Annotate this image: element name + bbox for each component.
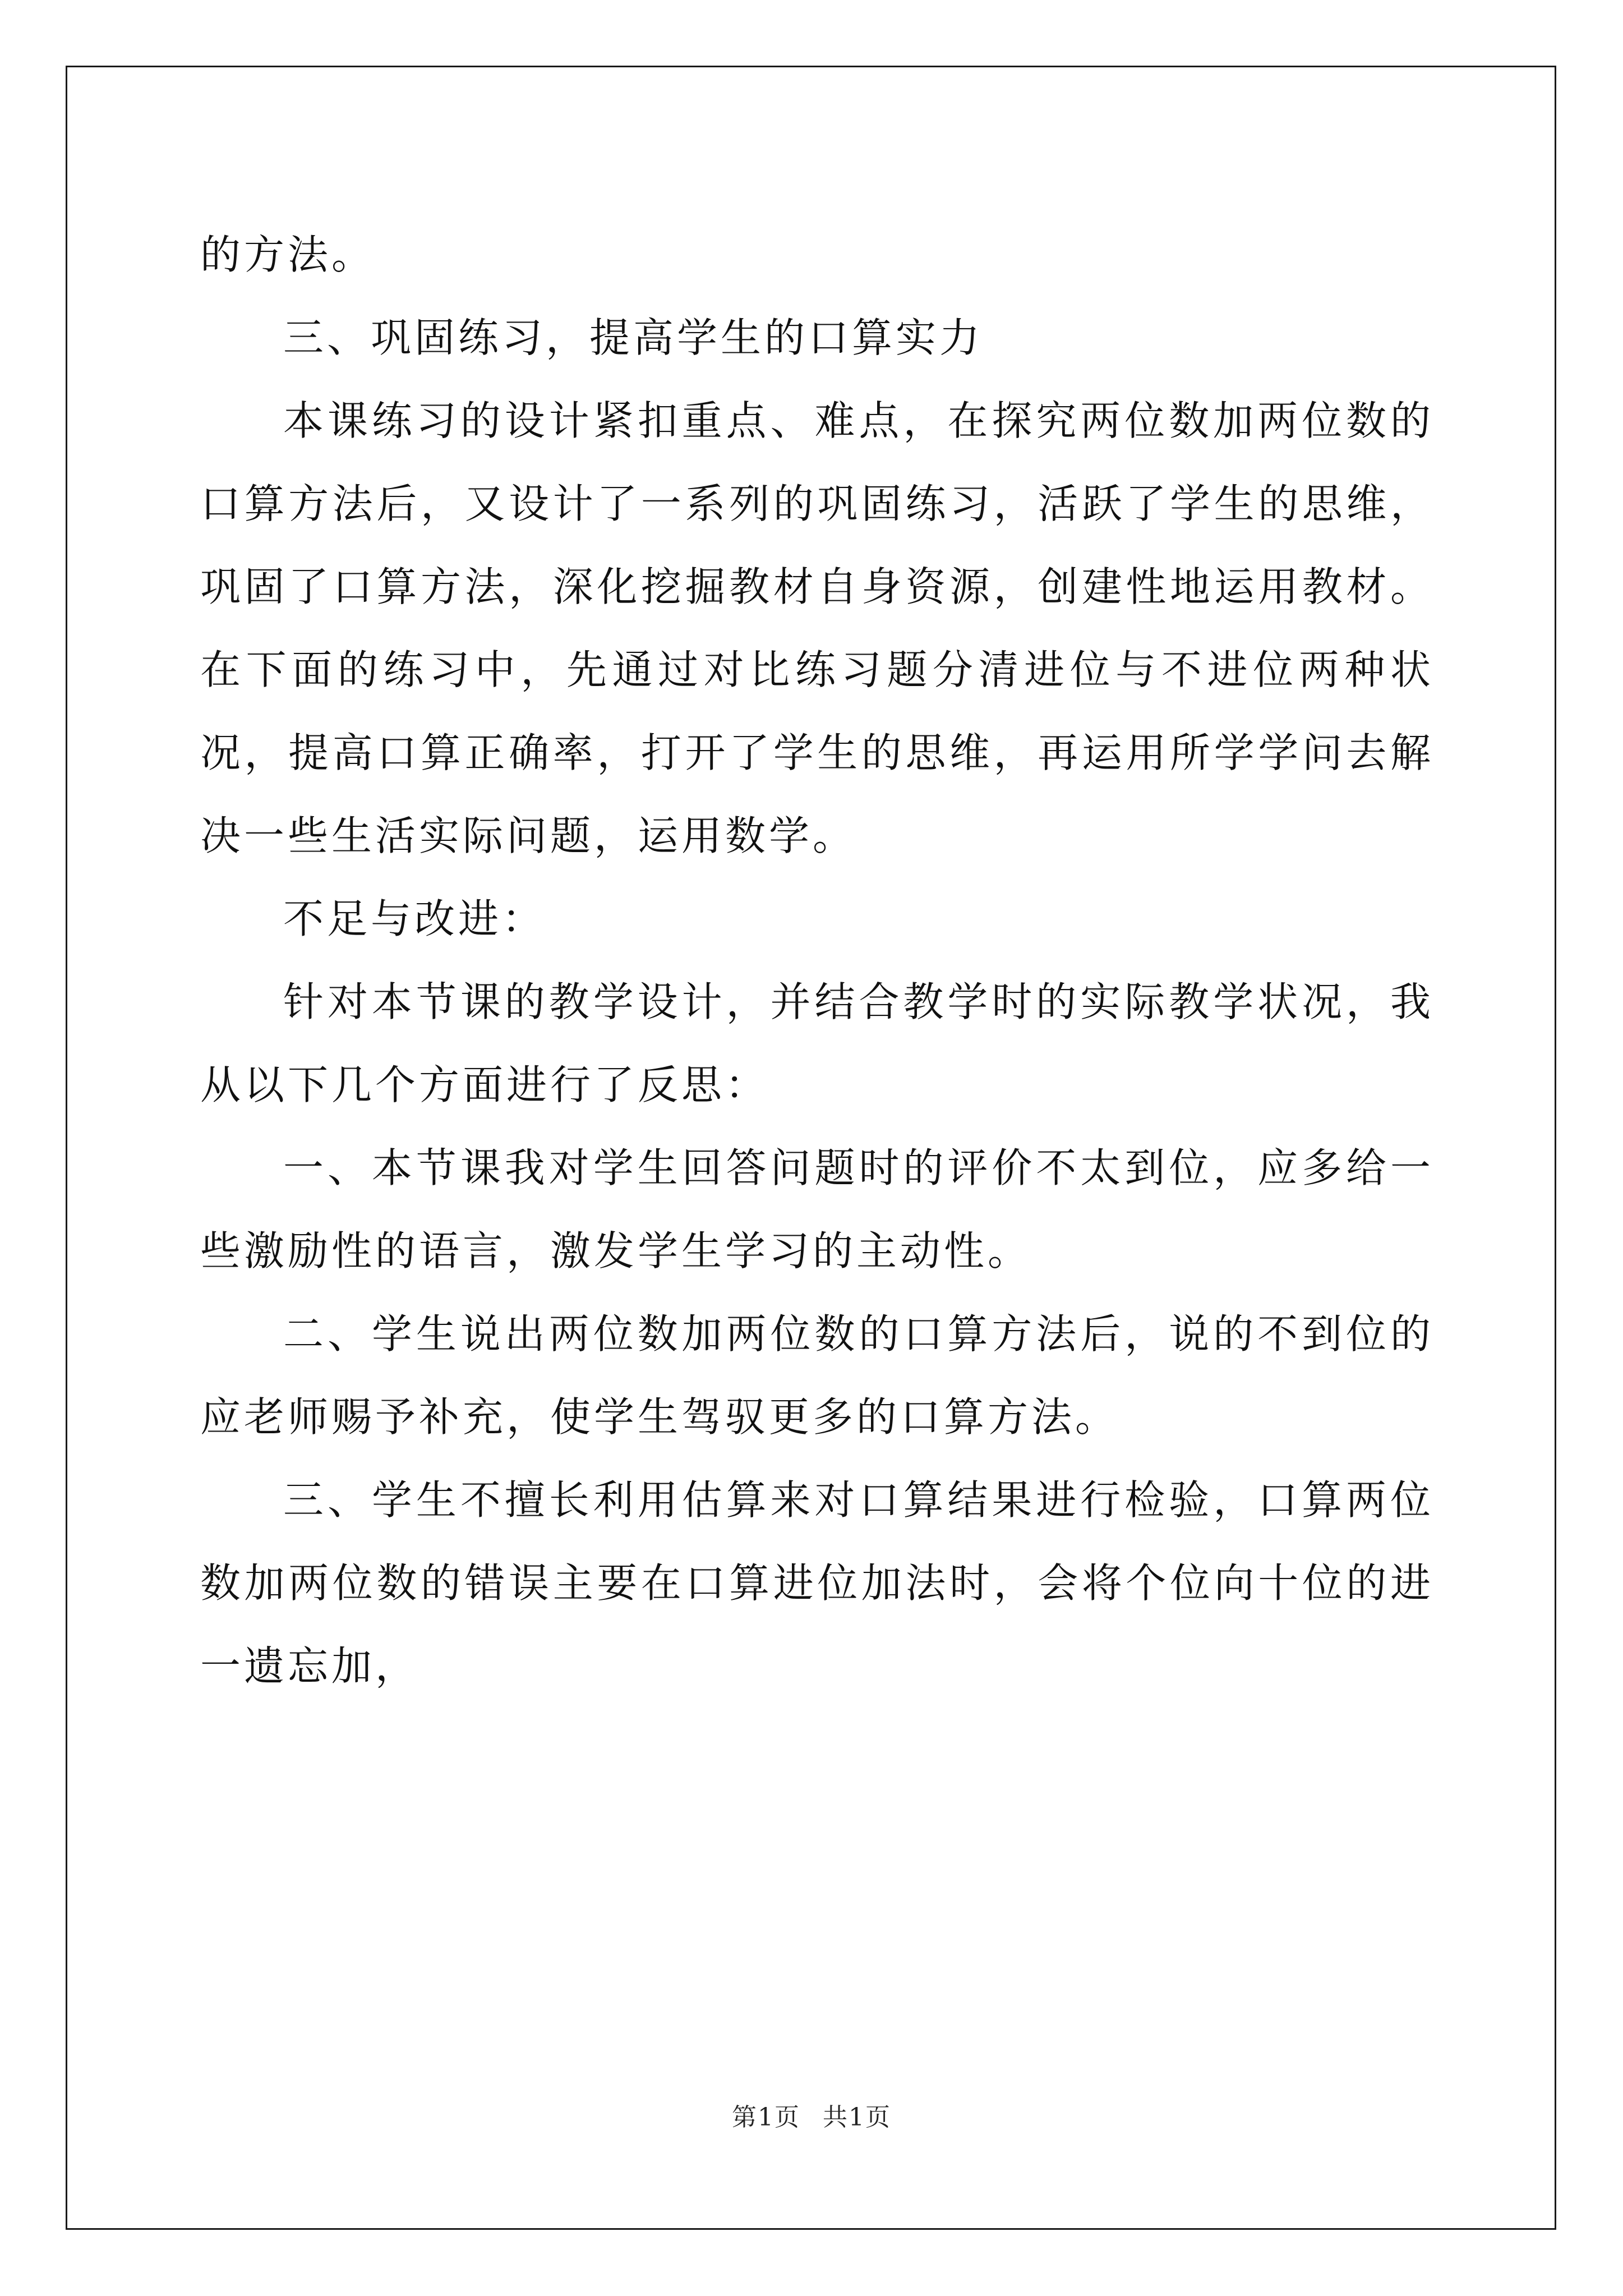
paragraph-continuation: 的方法。 [200, 231, 376, 278]
paragraph-reflection-intro: 针对本节课的教学设计，并结合教学时的实际教学状况，我从以下几个方面进行了反思： [200, 978, 1434, 1108]
heading-shortcomings: 不足与改进： [283, 895, 546, 942]
paragraph-reflection-one: 一、本节课我对学生回答问题时的评价不太到位，应多给一些激励性的语言，激发学生学习的主动性。 [200, 1144, 1434, 1274]
page-number: 第1页 [732, 2103, 800, 2132]
document-body [200, 213, 1434, 1708]
paragraph-practice-design: 本课练习的设计紧扣重点、难点，在探究两位数加两位数的口算方法后，又设计了一系列的巩固练习，活跃了学生的思维，巩固了口算方法，深化挖掘教材自身资源，创建性地运用教材。在下面的练习中，先通过对比练习题分清进位与不进位两种状况，提高口算正确率，打开了学生的思维，再运用所学学问去解决一些生活实际问题，运用数学。 [200, 397, 1434, 859]
page-footer [0, 2097, 1623, 2133]
page-total: 共1页 [823, 2103, 891, 2132]
paragraph-reflection-two: 二、学生说出两位数加两位数的口算方法后，说的不到位的应老师赐予补充，使学生驾驭更多的口算方法。 [200, 1310, 1434, 1441]
paragraph-reflection-three: 三、学生不擅长利用估算来对口算结果进行检验，口算两位数加两位数的错误主要在口算进位加法时，会将个位向十位的进一遗忘加， [200, 1476, 1434, 1690]
heading-consolidation-practice: 三、巩固练习，提高学生的口算实力 [283, 314, 984, 361]
